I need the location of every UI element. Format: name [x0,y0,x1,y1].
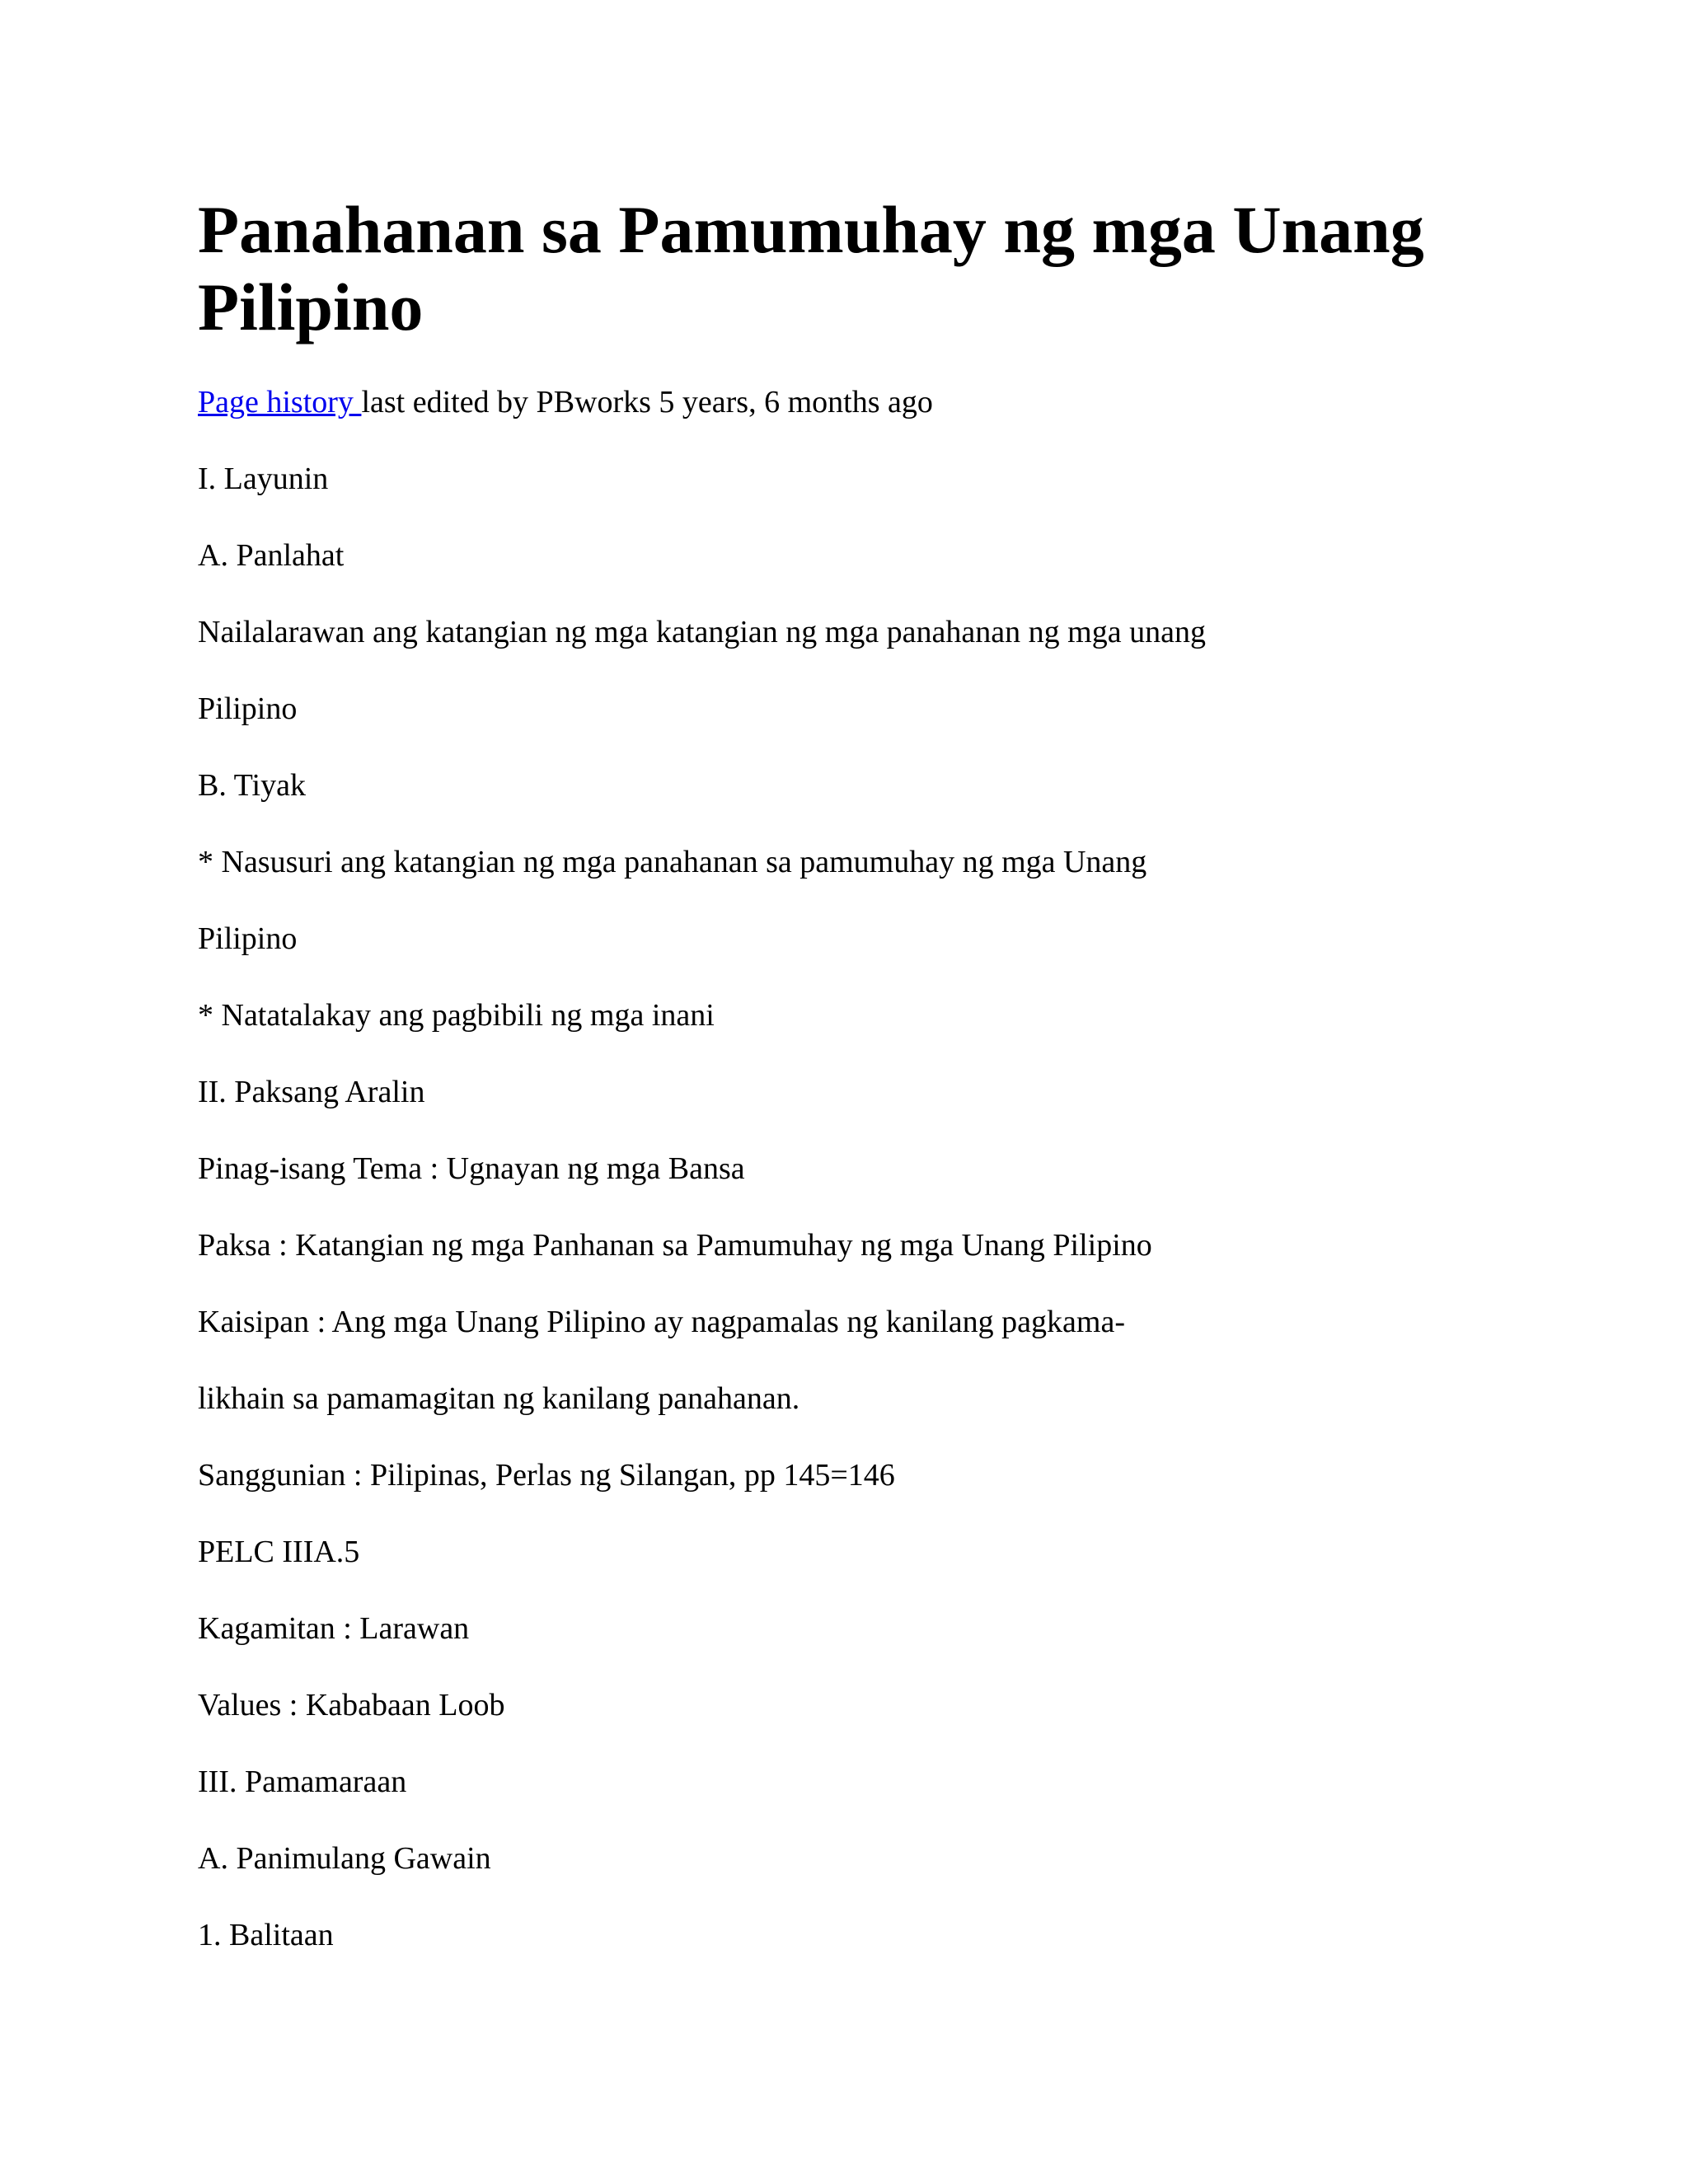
last-edited-text: last edited by PBworks 5 years, 6 months ago [361,385,933,419]
text-line: Sanggunian : Pilipinas, Perlas ng Silangan, pp 145=146 [198,1458,895,1493]
text-line: * Nasusuri ang katangian ng mga panahanan sa pamumuhay ng mga Unang [198,845,1147,879]
text-line: 1. Balitaan [198,1918,334,1952]
text-line: Nailalarawan ang katangian ng mga katangian ng mga panahanan ng mga unang [198,615,1206,649]
text-line: II. Paksang Aralin [198,1075,425,1109]
text-line: A. Panlahat [198,538,345,573]
page-history-link[interactable]: Page history [198,385,362,419]
text-line: Pilipino [198,921,298,956]
document-page [198,191,1517,1992]
text-line: III. Pamamaraan [198,1765,407,1799]
text-line: Kaisipan : Ang mga Unang Pilipino ay nagpamalas ng kanilang pagkama- [198,1305,1125,1339]
text-line: Paksa : Katangian ng mga Panhanan sa Pamumuhay ng mga Unang Pilipino [198,1228,1152,1263]
text-line: likhain sa pamamagitan ng kanilang panahanan. [198,1381,800,1416]
page-title: Panahanan sa Pamumuhay ng mga Unang Pilipino [198,192,1424,344]
text-line: * Natatalakay ang pagbibili ng mga inani [198,998,715,1033]
text-line: Kagamitan : Larawan [198,1611,470,1646]
text-line: A. Panimulang Gawain [198,1841,491,1876]
text-line: Pinag-isang Tema : Ugnayan ng mga Bansa [198,1151,745,1186]
text-line: Pilipino [198,691,298,726]
text-line: Values : Kababaan Loob [198,1688,505,1722]
page-meta [198,382,1517,459]
text-line: PELC IIIA.5 [198,1535,360,1569]
text-line: I. Layunin [198,462,329,496]
document-body [198,459,1517,1992]
text-line: B. Tiyak [198,768,306,803]
